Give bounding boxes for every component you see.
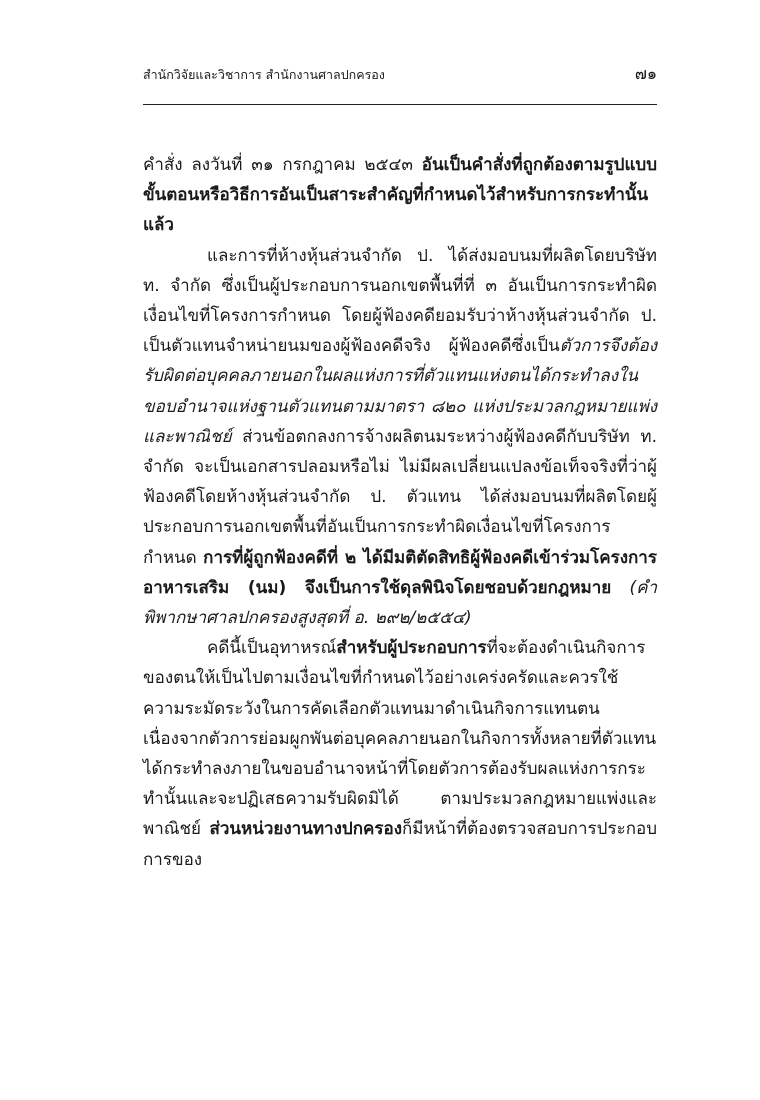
p2-text-2: ส่วนข้อตกลงการจ้างผลิตนมระหว่างผู้ฟ้องคดีกับบริษัท ท. จำกัด จะเป็นเอกสารปลอมหรือไม่ ไม่มีผลเปลี่ยนแปลงข้อเท็จจริงที่ว่าผู้ฟ้องคดีโดยห้างหุ้นส่วนจำกัด ป. ตัวแทน ได้ส่งมอบนมที่ผลิตโดยผู้ประกอบการนอกเขตพื้นที่อันเป็นการกระทำผิดเงื่อนไขที่โครงการกำหนด [143,426,657,568]
p3-bold-2: ส่วนหน่วยงานทางปกครอง [209,819,402,840]
page-header [143,62,657,102]
paragraph-1 [143,150,657,241]
p1-bold: อันเป็นคำสั่งที่ถูกต้องตามรูปแบบขั้นตอนหรือวิธีการอันเป็นสาระสำคัญที่กำหนดไว้สำหรับการกระทำนั้นแล้ว [143,155,657,236]
p2-text-1: และการที่ห้างหุ้นส่วนจำกัด ป. ได้ส่งมอบนมที่ผลิตโดยบริษัท ท. จำกัด ซึ่งเป็นผู้ประกอบการนอกเขตพื้นที่ที่ ๓ อันเป็นการกระทำผิดเงื่อนไขที่โครงการกำหนด โดยผู้ฟ้องคดียอมรับว่าห้างหุ้นส่วนจำกัด ป. เป็นตัวแทนจำหน่ายนมของผู้ฟ้องคดีจริง ผู้ฟ้องคดีซึ่งเป็น [143,245,657,357]
p3-text-2: ที่จะต้องดำเนินกิจการของตนให้เป็นไปตามเงื่อนไขที่กำหนดไว้อย่างเคร่งครัดและควรใช้ความระมัดระวังในการคัดเลือกตัวแทนมาดำเนินกิจการแทนตน เนื่องจากตัวการย่อมผูกพันต่อบุคคลภายนอกในกิจการทั้งหลายที่ตัวแทนได้กระทำลงภายในขอบอำนาจหน้าที่โดยตัวการต้องรับผลแห่งการกระทำนั้นและจะปฏิเสธความรับผิดมิได้ ตามประมวลกฎหมายแพ่งและพาณิชย์ [143,638,657,840]
header-title: สำนักวิจัยและวิชาการ สำนักงานศาลปกครอง [143,67,385,82]
paragraph-2 [143,241,657,634]
p3-bold-1: สำหรับผู้ประกอบการ [336,638,487,659]
page-number: ๗๑ [634,64,657,83]
header-divider [143,104,657,105]
paragraph-3 [143,633,657,875]
p1-text: คำสั่ง ลงวันที่ ๓๑ กรกฎาคม ๒๕๔๓ [143,155,422,175]
p3-text-1: คดีนี้เป็นอุทาหรณ์ [207,638,337,659]
p2-citation: (คำพิพากษาศาลปกครองสูงสุดที่ อ. ๒๙๒/๒๕๕๔) [143,577,657,629]
p2-italic-1: ตัวการจึงต้องรับผิดต่อบุคคลภายนอกในผลแห่งการที่ตัวแทนแห่งตนได้กระทำลงในขอบอำนาจแห่งฐานตัวแทนตามมาตรา ๘๒๐ แห่งประมวลกฎหมายแพ่งและพาณิชย์ [143,336,657,447]
p3-text-3: ก็มีหน้าที่ต้องตรวจสอบการประกอบการของ [143,819,657,870]
p2-bold: การที่ผู้ถูกฟ้องคดีที่ ๒ ได้มีมติตัดสิทธิผู้ฟ้องคดีเข้าร่วมโครงการอาหารเสริม (นม) จึงเป็นการใช้ดุลพินิจโดยชอบด้วยกฎหมาย [143,547,657,598]
body-text [143,150,657,875]
